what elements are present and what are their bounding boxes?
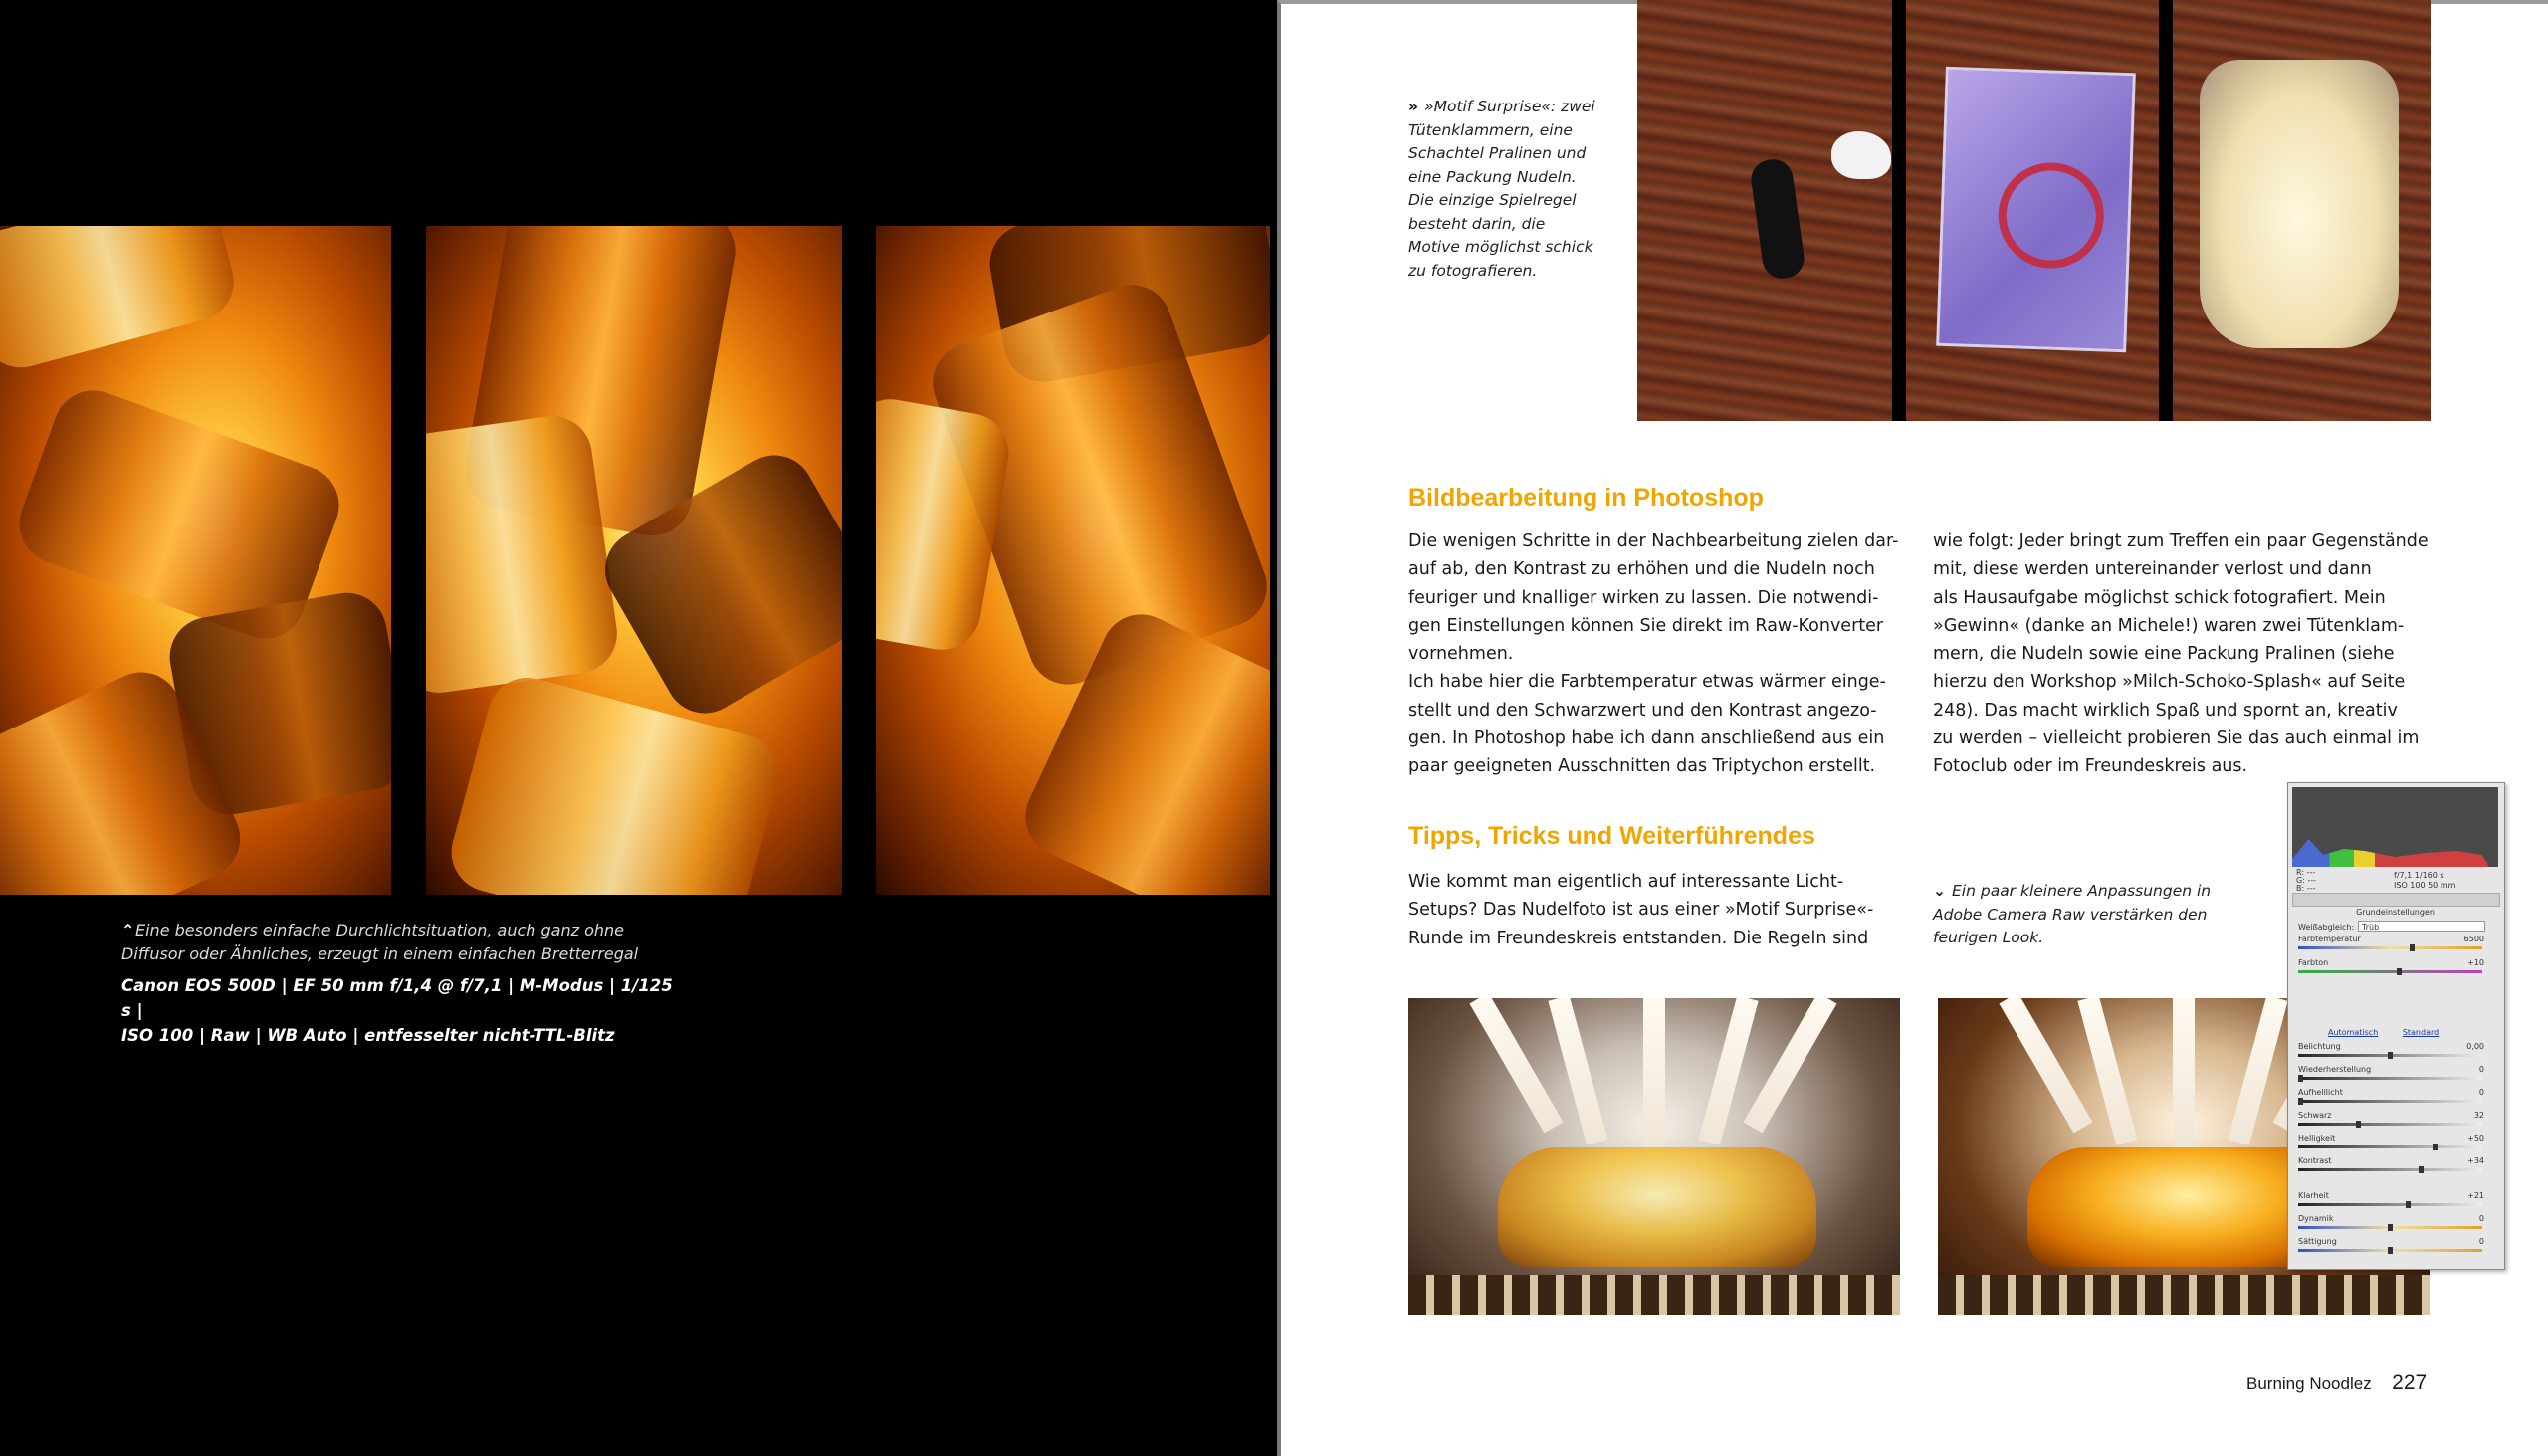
text-line: zu werden – vielleicht probieren Sie das auch einmal im	[1933, 728, 2420, 749]
slider-klarheit[interactable]: Klarheit +21	[2298, 1191, 2492, 1213]
slider-knob[interactable]	[2298, 1098, 2303, 1105]
text-line: hierzu den Workshop »Milch-Schoko-Splash« auf Seite	[1933, 672, 2406, 693]
slider-knob[interactable]	[2388, 1247, 2393, 1254]
caption-line-2: Diffusor oder Ähnliches, erzeugt in einem einfachen Bretterregal	[121, 944, 639, 963]
tech-data-line-1: Canon EOS 500D | EF 50 mm f/1,4 @ f/7,1 | M-Modus | 1/125 s |	[121, 976, 673, 1020]
slider-saettigung[interactable]: Sättigung 0	[2298, 1237, 2492, 1259]
running-head: Burning Noodlez	[2246, 1374, 2372, 1393]
acr-readout	[2294, 869, 2498, 891]
wb-select[interactable]: Trüb	[2358, 921, 2485, 932]
acr-section-title: Grundeinstellungen	[2356, 908, 2435, 917]
white-bird-clip	[1831, 131, 1891, 179]
triptych-panel-right	[876, 226, 1270, 895]
acr-panel	[2287, 782, 2505, 1270]
triptych-panel-left	[0, 226, 391, 895]
readout-g: G: ---	[2296, 876, 2317, 885]
noodle-bag	[2200, 60, 2399, 348]
slider-farbtemperatur[interactable]: Farbtemperatur 6500	[2298, 935, 2492, 956]
histogram	[2292, 787, 2498, 867]
text-line: stellt und den Schwarzwert und den Kontrast angezo-	[1408, 700, 1877, 721]
slider-knob[interactable]	[2356, 1121, 2361, 1128]
text-line: als Hausaufgabe möglichst schick fotografiert. Mein	[1933, 587, 2386, 608]
double-chevron-down-icon: ⌄	[1933, 882, 1946, 900]
heading-tipps: Tipps, Tricks und Weiterführendes	[1408, 822, 1815, 850]
caption-line-1: ⌃Eine besonders einfache Durchlichtsituation, auch ganz ohne	[121, 919, 679, 942]
page-footer	[2246, 1371, 2427, 1395]
slider-helligkeit[interactable]: Helligkeit +50	[2298, 1134, 2492, 1155]
text-line: Ich habe hier die Farbtemperatur etwas wärmer einge-	[1408, 672, 1886, 693]
text-line: Die wenigen Schritte in der Nachbearbeitung zielen dar-	[1408, 531, 1899, 551]
slider-farbton[interactable]: Farbton +10	[2298, 958, 2492, 980]
slider-knob[interactable]	[2406, 1201, 2411, 1208]
body-column-1	[1408, 527, 1900, 781]
pasta-photo-before	[1408, 998, 1900, 1315]
slider-schwarz[interactable]: Schwarz 32	[2298, 1111, 2492, 1133]
slider-knob[interactable]	[2433, 1144, 2438, 1150]
text-line: feuriger und knalliger wirken zu lassen. Die notwendi-	[1408, 587, 1879, 608]
text-line: mit, diese werden untereinander verlost und dann	[1933, 559, 2372, 580]
text-line: gen. In Photoshop habe ich dann anschließend aus ein	[1408, 728, 1885, 749]
body-column-2	[1933, 527, 2429, 781]
text-line: »Gewinn« (danke an Michele!) waren zwei Tütenklam-	[1933, 615, 2405, 636]
slider-belichtung[interactable]: Belichtung 0,00	[2298, 1042, 2492, 1064]
readout-iso: ISO 100 50 mm	[2394, 881, 2456, 890]
text-line: gen Einstellungen können Sie direkt im Raw-Konverter	[1408, 615, 1884, 636]
triptych-panel-center	[426, 226, 842, 895]
body-column-3	[1408, 868, 1900, 952]
text-line: Wie kommt man eigentlich auf interessante Licht-	[1408, 872, 1844, 892]
text-line: Setups? Das Nudelfoto ist aus einer »Motif Surprise«-	[1408, 900, 1874, 921]
slider-knob[interactable]	[2298, 1075, 2303, 1082]
double-chevron-right-icon: »	[1408, 98, 1419, 115]
acr-caption: ⌄ Ein paar kleinere Anpassungen in Adobe Camera Raw verstärken den feurigen Look.	[1933, 882, 2212, 946]
slider-wiederherstellung[interactable]: Wiederherstellung 0	[2298, 1065, 2492, 1087]
slider-knob[interactable]	[2388, 1052, 2393, 1059]
slider-knob[interactable]	[2388, 1224, 2393, 1231]
text-line: Fotoclub oder im Freundeskreis aus.	[1933, 756, 2248, 777]
acr-auto-links	[2328, 1028, 2477, 1037]
double-chevron-up-icon: ⌃	[121, 921, 135, 939]
slider-knob[interactable]	[2419, 1166, 2424, 1173]
motif-caption: » »Motif Surprise«: zwei Tütenklammern, eine Schachtel Pralinen und eine Packung Nudeln. Die einzige Spielregel besteht darin, die Motive möglichst schick zu fotografieren.	[1408, 98, 1595, 280]
right-page	[1277, 0, 2548, 1456]
triptych-caption	[121, 919, 679, 1048]
link-standard[interactable]: Standard	[2402, 1028, 2440, 1037]
text-line: paar geeigneten Ausschnitten das Triptychon erstellt.	[1408, 756, 1876, 777]
text-line: wie folgt: Jeder bringt zum Treffen ein paar Gegenstände	[1933, 531, 2429, 551]
page-number: 227	[2392, 1371, 2428, 1394]
readout-r: R: ---	[2296, 868, 2316, 877]
slider-aufhelllicht[interactable]: Aufhelllicht 0	[2298, 1088, 2492, 1110]
slider-knob[interactable]	[2410, 944, 2415, 951]
heading-bildbearbeitung: Bildbearbeitung in Photoshop	[1408, 484, 1764, 512]
link-automatisch[interactable]: Automatisch	[2328, 1028, 2379, 1037]
text-line: auf ab, den Kontrast zu erhöhen und die Nudeln noch	[1408, 559, 1875, 580]
readout-b: B: ---	[2296, 884, 2316, 893]
slider-kontrast[interactable]: Kontrast +34	[2298, 1156, 2492, 1178]
text-line: Runde im Freundeskreis entstanden. Die Regeln sind	[1408, 928, 1869, 948]
wb-label: Weißabgleich:	[2298, 923, 2355, 932]
text-line: vornehmen.	[1408, 644, 1514, 665]
text-line: mern, die Nudeln sowie eine Packung Pralinen (siehe	[1933, 644, 2395, 665]
acr-tab-bar[interactable]	[2292, 893, 2500, 907]
readout-exposure: f/7,1 1/160 s	[2394, 871, 2444, 880]
slider-dynamik[interactable]: Dynamik 0	[2298, 1214, 2492, 1236]
chocolate-box	[1936, 67, 2136, 352]
tech-data-line-2: ISO 100 | Raw | WB Auto | entfesselter nicht-TTL-Blitz	[121, 1026, 615, 1045]
slider-knob[interactable]	[2397, 968, 2402, 975]
text-line: 248). Das macht wirklich Spaß und spornt an, kreativ	[1933, 700, 2398, 721]
motif-surprise-photo	[1637, 0, 2431, 421]
